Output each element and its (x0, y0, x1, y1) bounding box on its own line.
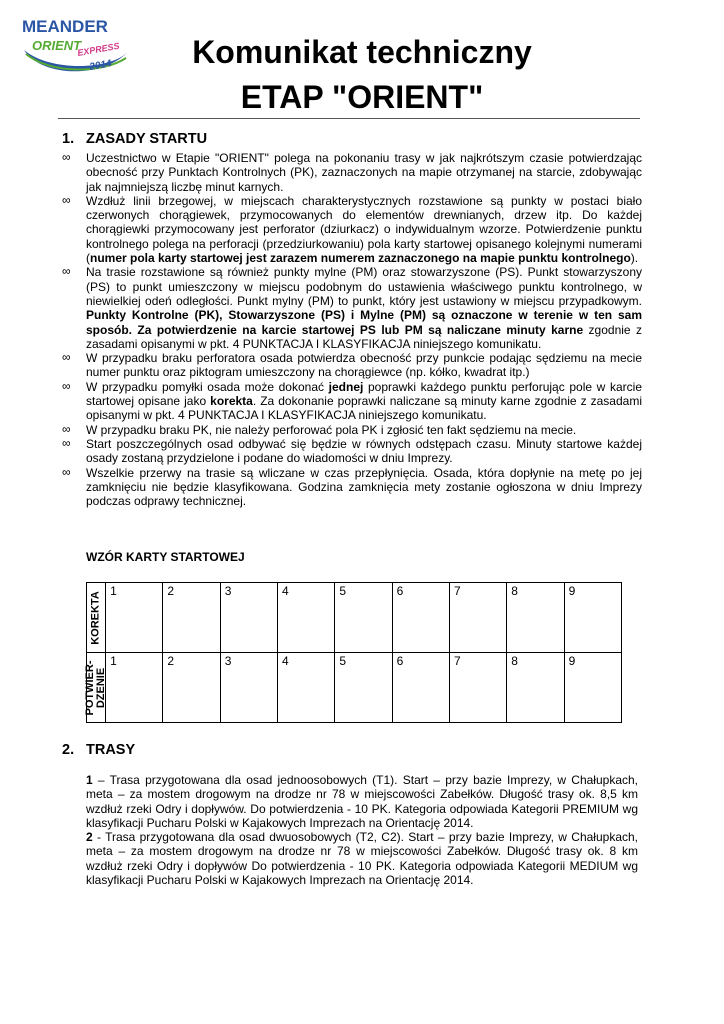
rule-text (86, 194, 642, 265)
rule-text-bold: korekta (210, 394, 253, 409)
logo-year-text: 2014 (88, 58, 113, 73)
card-field: 8 (507, 583, 564, 653)
route-paragraph (86, 773, 638, 830)
section-zasady-startu (62, 131, 642, 508)
rule-item (62, 466, 642, 509)
rule-text-segment: . Za dokonanie poprawki naliczane są minuty karne zgodnie z zasadami opisanymi w pkt. 4 PUNKTACJA I KLASYFIKACJA niniejszego komunikatu. (86, 394, 642, 423)
card-field: 6 (392, 653, 449, 723)
rule-item (62, 151, 642, 194)
section-trasy (62, 742, 642, 758)
bullet-icon: ∞ (62, 378, 71, 393)
section-heading (62, 742, 642, 758)
route-text: - Trasa przygotowana dla osad dwuosobowych (T2, C2). Start – przy bazie Imprezy, w Chałupkach, meta – za mostem drogowym na drodze nr 78 w miejscowości Zabełków. Długość trasy ok. 8 km wzdłuż rzeki Odry i dopływów Do potwierdzenia - 10 PK. Kategoria odpowiada Kategorii MEDIUM wg klasyfikacji Pucharu Polski w Kajakowych Imprezach na Orientację 2014. (86, 830, 638, 888)
rule-item (62, 423, 642, 437)
rules-list (62, 151, 642, 508)
card-field: 4 (278, 653, 335, 723)
card-field: 7 (449, 583, 506, 653)
card-field: 4 (278, 583, 335, 653)
meander-orient-logo (20, 14, 132, 82)
section-number: 1. (62, 131, 75, 147)
card-row (87, 583, 622, 653)
card-field: 2 (163, 653, 220, 723)
rule-item (62, 380, 642, 423)
card-field: 7 (449, 653, 506, 723)
bullet-icon: ∞ (62, 192, 71, 207)
section-number: 2. (62, 742, 75, 758)
rule-text-segment: Uczestnictwo w Etapie "ORIENT" polega na pokonaniu trasy w jak najkrótszym czasie potwierdzając obecność przy Punktach Kontrolnych (PK), zaznaczonych na mapie otrzymanej na starcie, zdobywając jak najmniejszą liczbę minut karnych. (86, 151, 642, 194)
card-row-header-label: POTWIER- DZENIE (84, 660, 108, 715)
rule-text (86, 423, 576, 437)
title-line-1: Komunikat techniczny (192, 34, 532, 70)
card-field: 1 (106, 653, 163, 723)
logo-express-text: EXPRESS (76, 40, 121, 58)
route-number: 2 (86, 830, 93, 845)
card-field: 9 (564, 653, 621, 723)
rule-text-bold: Punkty Kontrolne (PK), Stowarzyszone (PS) i Mylne (PM) są oznaczone w terenie w ten sam sposób. Za potwierdzenie na karcie startowej PS lub PM są naliczane minuty karne (86, 308, 642, 337)
rule-text (86, 151, 642, 194)
logo-graphic (20, 14, 132, 82)
route-paragraph (86, 830, 638, 887)
logo-swoosh-blue (24, 50, 128, 71)
bullet-icon: ∞ (62, 421, 71, 436)
start-card-table (86, 582, 622, 723)
logo-meander-text: MEANDER (22, 17, 108, 36)
rule-item (62, 437, 642, 466)
bullet-icon: ∞ (62, 264, 71, 279)
card-field: 3 (220, 653, 277, 723)
rule-text (86, 351, 642, 379)
rule-text-bold: jednej (328, 379, 364, 394)
route-number: 1 (86, 773, 93, 787)
rule-item (62, 265, 642, 351)
section-heading (62, 131, 642, 147)
bullet-icon: ∞ (62, 150, 71, 164)
card-field: 9 (564, 583, 621, 653)
rule-text-segment: zgodnie z zasadami opisanymi w pkt. 4 PUNKTACJA I KLASYFIKACJA niniejszego komunikatu. (86, 322, 643, 351)
rule-text (86, 380, 642, 423)
page-title (140, 30, 584, 120)
rule-item (62, 351, 642, 380)
start-card-label: WZÓR KARTY STARTOWEJ (86, 550, 245, 564)
card-row-header (84, 653, 108, 723)
bullet-icon: ∞ (62, 464, 71, 479)
card-field: 6 (392, 583, 449, 653)
rule-text-segment: Start poszczególnych osad odbywać się będzie w równych odstępach czasu. Minuty startowe każdej osady zostaną przydzielone i podane do wiadomości w dniu Imprezy. (86, 436, 642, 466)
card-field: 5 (335, 653, 392, 723)
section-title: TRASY (86, 742, 136, 758)
bullet-icon: ∞ (62, 350, 71, 365)
card-row-header-label: KOREKTA (89, 590, 102, 645)
card-field: 5 (335, 583, 392, 653)
rule-text-segment: Wszelkie przerwy na trasie są wliczane w czas przepłynięcia. Osada, która dopłynie na metę po jej zamknięciu nie będzie klasyfikowana. Godzina zamknięcia mety zostanie ogłoszona w dniu Imprezy podczas odprawy technicznej. (86, 465, 642, 509)
rule-text-segment: Na trasie rozstawione są również punkty mylne (PM) oraz stowarzyszone (PS). Punkt stowarzyszony (PS) to punkt umieszczony w miejscu podobnym do ustawienia właściwego punktu kontrolnego, w niewielkiej odeń odległości. Punkt mylny (PM) to punkt, który jest ustawiony w miejscu przypadkowym. (86, 265, 642, 308)
card-row-header (87, 583, 106, 653)
title-line-2: ETAP "ORIENT" (240, 79, 484, 115)
rule-text (86, 265, 642, 350)
route-text: – Trasa przygotowana dla osad jednoosobowych (T1). Start – przy bazie Imprezy, w Chałupkach, meta – za mostem drogowym na drodze nr 78 w miejscowości Zabełków. Długość trasy ok. 8,5 km wzdłuż rzeki Odry i dopływów. Do potwierdzenia - 10 PK. Kategoria odpowiada Kategorii PREMIUM wg klasyfikacji Pucharu Polski w Kajakowych Imprezach na Orientację 2014. (86, 773, 638, 830)
rule-text-segment: Wzdłuż linii brzegowej, w miejscach charakterystycznych rozstawione są punkty w postaci biało czerwonych chorągiewek, przymocowanych do elementów drewnianych, drzew itp. Do każdej chorągiewki przymocowany jest perforator (dziurkacz) o indywidualnym wzorze. Potwierdzenie punktu kontrolnego polega na perforacji (przedziurkowaniu) pola karty startowej opisanego kolejnymi numerami ( (86, 193, 642, 266)
routes-description (86, 773, 638, 887)
rule-text-segment: W przypadku braku perforatora osada potwierdza obecność przy punkcie podając sędziemu na mecie numer punktu oraz piktogram umieszczony na chorągiewce (np. kółko, kwadrat itp.) (86, 351, 642, 380)
card-field: 8 (507, 653, 564, 723)
title-divider (58, 118, 640, 119)
section-title: ZASADY STARTU (86, 131, 208, 147)
rule-text-bold: numer pola karty startowej jest zarazem numerem zaznaczonego na mapie punktu kontrolnego (90, 251, 631, 266)
rule-text (86, 466, 642, 509)
rule-text-segment: ). (630, 251, 639, 266)
bullet-icon: ∞ (62, 435, 71, 450)
rule-text-segment: poprawki każdego punktu perforując pole w karcie startowej opisane jako (86, 379, 643, 409)
card-field: 3 (220, 583, 277, 653)
logo-orient-text: ORIENT (32, 38, 82, 53)
rule-text-segment: W przypadku braku PK, nie należy perforować pola PK i zgłosić ten fakt sędziemu na mecie. (86, 422, 577, 437)
rule-item (62, 194, 642, 265)
rule-text (86, 437, 642, 465)
card-field: 1 (106, 583, 163, 653)
card-row (87, 653, 622, 723)
card-field: 2 (163, 583, 220, 653)
rule-text-segment: W przypadku pomyłki osada może dokonać (86, 379, 329, 394)
